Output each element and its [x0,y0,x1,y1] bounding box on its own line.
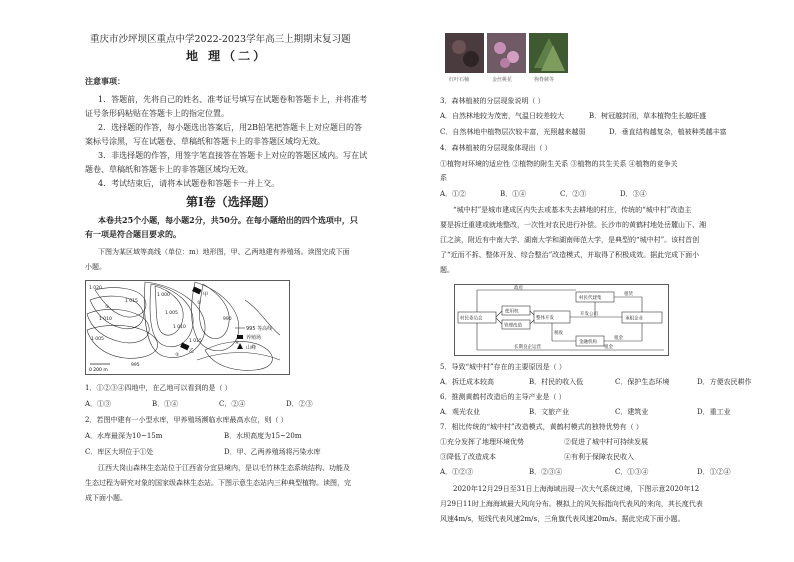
option-d[interactable]: D．②③ [286,400,313,408]
option-a[interactable]: A．①② [440,190,467,198]
section-instruction: 有一项是符合题目要求的。 [85,229,181,239]
contour-label: 1 015 [189,339,202,344]
option-d[interactable]: D．重工业 [697,408,731,416]
contour-label: 1 000 [157,293,170,298]
flow-label: 长期良企运营 [514,345,541,350]
passage-line: 题。 [440,266,454,274]
note-line: 2．选择题的作答，每小题选出答案后，用2B铅笔把答题卡上对应题目的答 [98,123,363,132]
question-stem: 4．森林植被的分层现象体现出（ ） [440,144,552,152]
map-intro: 小题。 [85,263,106,271]
flow-label: 租赁 [624,292,633,297]
passage-line: 月29日11时上海海域最大风向分布。模拟上的风矢标指向代表风的来向，其长度代表 [440,500,703,508]
note-line: 案标号涂黑，写在试题卷、草稿纸和答题卡上的非答题区域均无效。 [85,137,325,146]
flow-label: 承租企业 [625,316,643,322]
flow-label: 使用权 [505,309,519,315]
option-c[interactable]: C．②③ [560,190,587,198]
option-a[interactable]: A．①②③ [440,468,474,476]
option-c[interactable]: C．自然林地中植物层次较丰富，光照越来越弱 [440,128,586,136]
farm-jia-label: 甲 [203,292,209,298]
plant-photo-1 [445,33,484,73]
legend-peak: 山峰 [246,345,257,351]
option-c[interactable]: C．库区大坝位于①处 [85,448,154,456]
plant-photo-2 [487,33,526,73]
scale-label: 0 200 m [89,368,108,373]
contour-label: 1 005 [91,337,104,342]
right-column [397,0,794,562]
passage-line: 要是拆迁重建或就地整改，一次性对农民进行补偿。长沙市的黄鹤村地处岳麓山下、湘 [440,221,706,229]
flow-label: 管理改造 [504,323,522,329]
flow-label: 租金 [604,345,613,350]
passage-line: 江西大岗山森林生态站位于江西省分宜县境内，是以毛竹林生态系统结构、功能及 [98,464,350,472]
passage-line: 成下面小题。 [85,494,127,502]
question-stem: 2．若图中建有一小型水库，甲养殖场濒临水库最高水位，则（ ） [85,416,288,424]
option-a[interactable]: A．水库最深为10~15m [85,432,163,440]
note-line: 3．非选择题的作答，用签字笔直接答在答题卡上对应的答题区域内。写在试 [98,151,368,160]
passage-line: 了“近而不拆、整体开发、综合整治”改造模式，并取得了积极成效。据此完成下面小 [440,251,700,259]
flow-label: 村民委员会 [460,316,483,322]
contour-label: 1 010 [99,317,112,322]
plant-photo-3 [529,33,568,73]
photo-caption: 狗脊蕨等 [534,77,555,83]
passage-line: 生态过程为研究对象的国家级森林生态站。下图示意生态站内三种典型植物。读图，完 [85,479,351,487]
question-item: ③降低了改造成本 [440,453,496,461]
flow-label: 村民代建集 [579,296,602,301]
flow-label: 开发公司 [580,312,598,317]
exam-title: 重庆市沙坪坝区重点中学2022-2023学年高三上期期末复习题 [90,34,351,45]
option-b[interactable]: B．村民的收入低 [529,378,584,386]
passage-line: 江之滨，附近有中南大学、湖南大学和湖南师范大学，是典型的“城中村”。该村首创 [440,236,700,244]
passage-line: 风速4m/s，短线代表风速2m/s，三角旗代表风速20m/s。据此完成下面小题。 [440,515,685,523]
point-label: ④ [235,341,240,346]
option-d[interactable]: D．①②④ [697,468,731,476]
question-item: ②促进了城中村可持续发展 [564,438,648,446]
option-c[interactable]: C．保护生态环境 [615,378,670,386]
question-stem: 7．相比传统的“城中村”改造模式，黄鹤村模式的独特优势有（ ） [440,423,643,431]
option-a[interactable]: A．自然林地较为茂密，气温日较差较大 [440,112,565,120]
question-stem: 5．导致“城中村”存在的主要原因是（ ） [440,363,566,371]
note-line: 1．答题前，先将自己的姓名、准考证号填写在试题卷和答题卡上，并将准考 [98,95,368,104]
flow-label: 租金 [614,336,623,341]
question-items: ①植物对环境的适应性 ②植物的附生关系 ③植物的共生关系 ④植物的竞争关 [440,160,678,168]
flow-label: 政府 [514,286,523,291]
section-title: 第Ⅰ卷（选择题） [186,195,276,209]
notes-heading: 注意事项： [85,76,125,86]
legend-farm: 养殖场 [246,335,262,341]
passage-line: 2020年12月29日至31日上海海域出现一次大气系统过境，下图示意2020年12 [453,485,700,493]
note-line: 证号条形码粘贴在答题卡上的指定位置。 [85,109,229,118]
option-b[interactable]: B．树冠越封闭，草本植物生长越旺盛 [589,112,707,120]
question-item: ①充分发挥了地理环境优势 [440,438,524,446]
question-items: 系 [440,174,447,182]
option-c[interactable]: C．建筑业 [615,408,649,416]
contour-label: 1 010 [173,325,186,330]
photo-caption: 金丝桃花 [492,77,513,83]
option-c[interactable]: C．①③④ [615,468,649,476]
option-b[interactable]: B．①④ [152,400,179,408]
option-a[interactable]: A．拆迁成本较高 [440,378,495,386]
point-label: ① [105,305,110,310]
option-a[interactable]: A．观光农业 [440,408,481,416]
option-d[interactable]: D．③④ [620,190,647,198]
option-b[interactable]: B．①④ [500,190,527,198]
question-stem: 1．①②③④四地中，在乙地可以看到的是（ ） [85,384,232,392]
contour-label: 1 020 [89,286,102,291]
section-instruction: 本卷共25个小题，每小题2分，共50分。在每小题给出的四个选项中，只 [98,215,358,225]
option-b[interactable]: B．文旅产业 [529,408,570,416]
flow-label: 金融机构 [579,340,597,345]
option-d[interactable]: D．甲、乙两养殖场将污染水库 [224,448,321,456]
question-stem: 3．森林植被的分层现象说明（ ） [440,97,545,105]
question-item: ④有利于保障农民收入 [564,453,634,461]
contour-map [85,280,290,375]
flow-diagram [454,284,669,356]
passage-line: “城中村”是城市建成区内失去或基本失去耕地的村庄，传统的“城中村”改造主 [453,206,692,214]
photo-caption: 红叶石楠 [449,77,470,83]
contour-label: 1 015 [125,299,138,304]
legend-contour: 995 等高线 [246,326,273,332]
option-b[interactable]: B．②③④ [529,468,563,476]
map-intro: 下图为某区域等高线（单位：m）地形图，甲、乙两地建有养殖场。读图完成下面 [98,248,350,256]
option-d[interactable]: D．垂直结构越复杂，植被种类越丰富 [609,128,727,136]
farm-yi-label: 乙 [189,348,195,354]
point-label: ③ [175,353,180,358]
contour-label: 990 [223,317,232,322]
legend-farm-icon [237,335,243,339]
contour-label: 995 [131,363,140,368]
option-b[interactable]: B．水坝高度为15~20m [224,432,302,440]
option-a[interactable]: A．①③ [85,400,112,408]
note-line: 4．考试结束后，请将本试题卷和答题卡一并上交。 [98,179,280,188]
option-c[interactable]: C．②④ [219,400,246,408]
photo-bg [445,33,484,73]
option-d[interactable]: D．方便农民耕作 [697,378,752,386]
point-label: ② [197,301,202,306]
flow-label: 整体开发 [536,316,554,321]
exam-subtitle: 地 理（二） [186,49,269,63]
flow-label: 税收 [554,331,563,336]
contour-label: 1 005 [165,311,178,316]
note-line: 题卷、草稿纸和答题卡上的非答题区域均无效。 [85,165,253,174]
question-stem: 6．推测黄鹤村改造后的主导产业是（ ） [440,393,566,401]
